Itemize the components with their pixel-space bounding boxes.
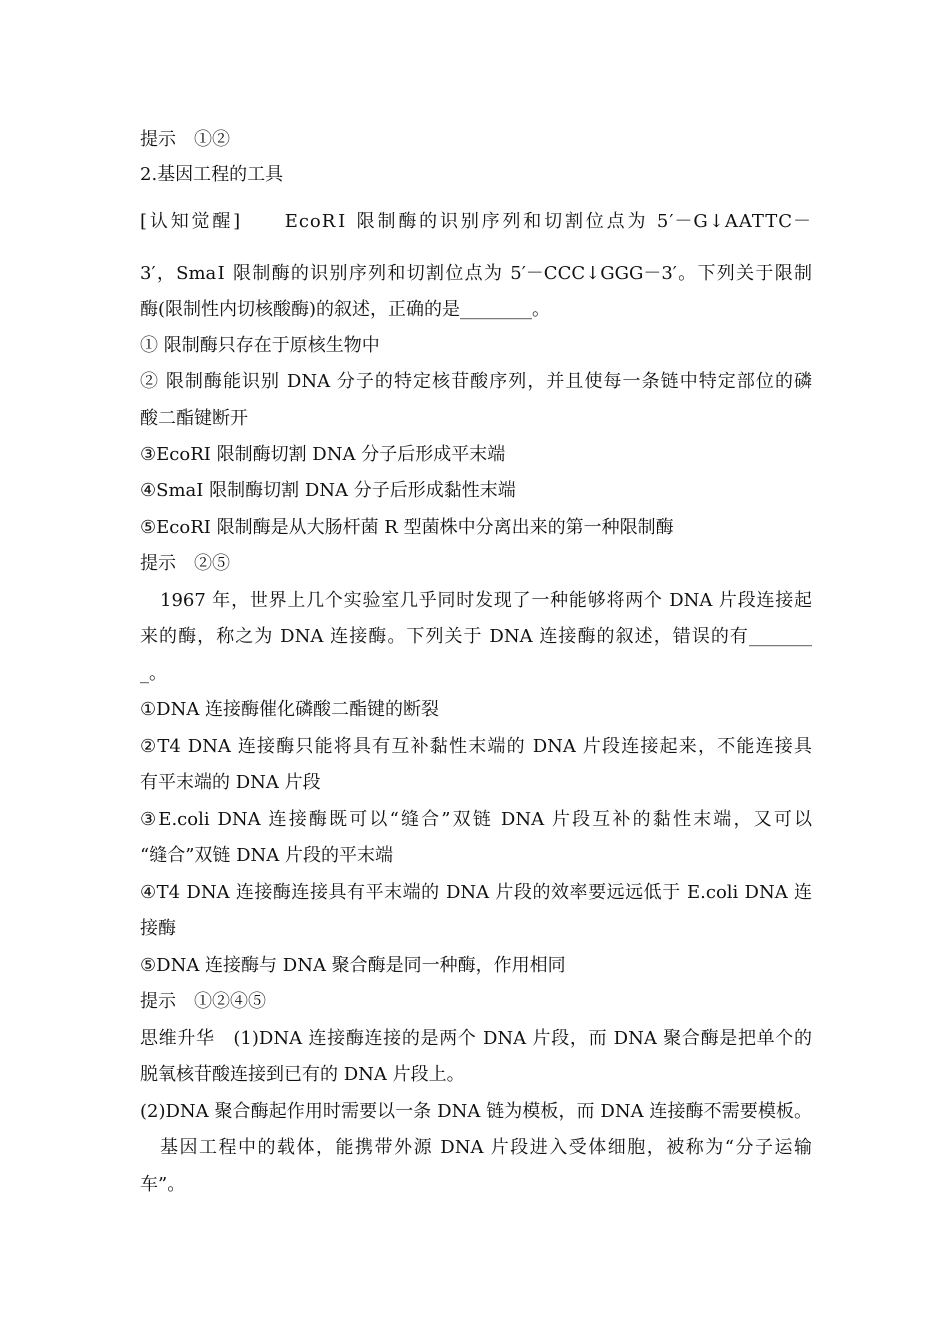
ligase-intro-line-3: _。 (140, 663, 167, 684)
ligase-option-4-line-1: ④T4 DNA 连接酶连接具有平末端的 DNA 片段的效率要远远低于 E.coli DNA 连 (140, 882, 812, 903)
option-4: ④SmaⅠ 限制酶切割 DNA 分子后形成黏性末端 (140, 480, 516, 501)
awareness-question-line-3: 酶(限制性内切核酸酶)的叙述，正确的是________。 (140, 299, 551, 320)
ligase-option-4-line-2: 接酶 (140, 918, 176, 939)
option-1: ① 限制酶只存在于原核生物中 (140, 335, 380, 356)
hint-line-2: 提示 ②⑤ (140, 553, 230, 574)
vector-paragraph-line-1: 基因工程中的载体，能携带外源 DNA 片段进入受体细胞，被称为“分子运输 (160, 1137, 812, 1158)
option-5: ⑤EcoRⅠ 限制酶是从大肠杆菌 R 型菌株中分离出来的第一种限制酶 (140, 517, 674, 538)
ligase-option-2-line-1: ②T4 DNA 连接酶只能将具有互补黏性末端的 DNA 片段连接起来，不能连接具 (140, 736, 812, 757)
ligase-option-2-line-2: 有平末端的 DNA 片段 (140, 772, 321, 793)
section-heading: 2.基因工程的工具 (140, 164, 284, 185)
ligase-option-5: ⑤DNA 连接酶与 DNA 聚合酶是同一种酶，作用相同 (140, 955, 566, 976)
thinking-summary-line-2: 脱氧核苷酸连接到已有的 DNA 片段上。 (140, 1064, 465, 1085)
hint-line-1: 提示 ①② (140, 129, 230, 150)
ligase-option-3-line-2: “缝合”双链 DNA 片段的平末端 (140, 845, 394, 866)
hint-line-3: 提示 ①②④⑤ (140, 991, 266, 1012)
thinking-summary-line-3: (2)DNA 聚合酶起作用时需要以一条 DNA 链为模板，而 DNA 连接酶不需要模板。 (140, 1101, 812, 1122)
ligase-intro-line-1: 1967 年，世界上几个实验室几乎同时发现了一种能够将两个 DNA 片段连接起 (160, 590, 812, 611)
option-2-line-1: ② 限制酶能识别 DNA 分子的特定核苷酸序列，并且使每一条链中特定部位的磷 (140, 371, 812, 392)
ligase-option-3-line-1: ③E.coli DNA 连接酶既可以“缝合”双链 DNA 片段互补的黏性末端，又可以 (140, 809, 812, 830)
thinking-summary-line-1: 思维升华 (1)DNA 连接酶连接的是两个 DNA 片段，而 DNA 聚合酶是把单个的 (140, 1028, 812, 1049)
option-2-line-2: 酸二酯键断开 (140, 408, 248, 429)
vector-paragraph-line-2: 车”。 (140, 1174, 186, 1195)
ligase-intro-line-2: 来的酶，称之为 DNA 连接酶。下列关于 DNA 连接酶的叙述，错误的有_______ (140, 626, 812, 647)
ligase-option-1: ①DNA 连接酶催化磷酸二酯键的断裂 (140, 699, 440, 720)
option-3: ③EcoRⅠ 限制酶切割 DNA 分子后形成平末端 (140, 444, 506, 465)
awareness-question-line-1: [认知觉醒] EcoRⅠ 限制酶的识别序列和切割位点为 5′－G↓AATTC－ (140, 211, 812, 232)
awareness-question-line-2: 3′，SmaⅠ 限制酶的识别序列和切割位点为 5′－CCC↓GGG－3′。下列关于限制 (140, 263, 812, 284)
